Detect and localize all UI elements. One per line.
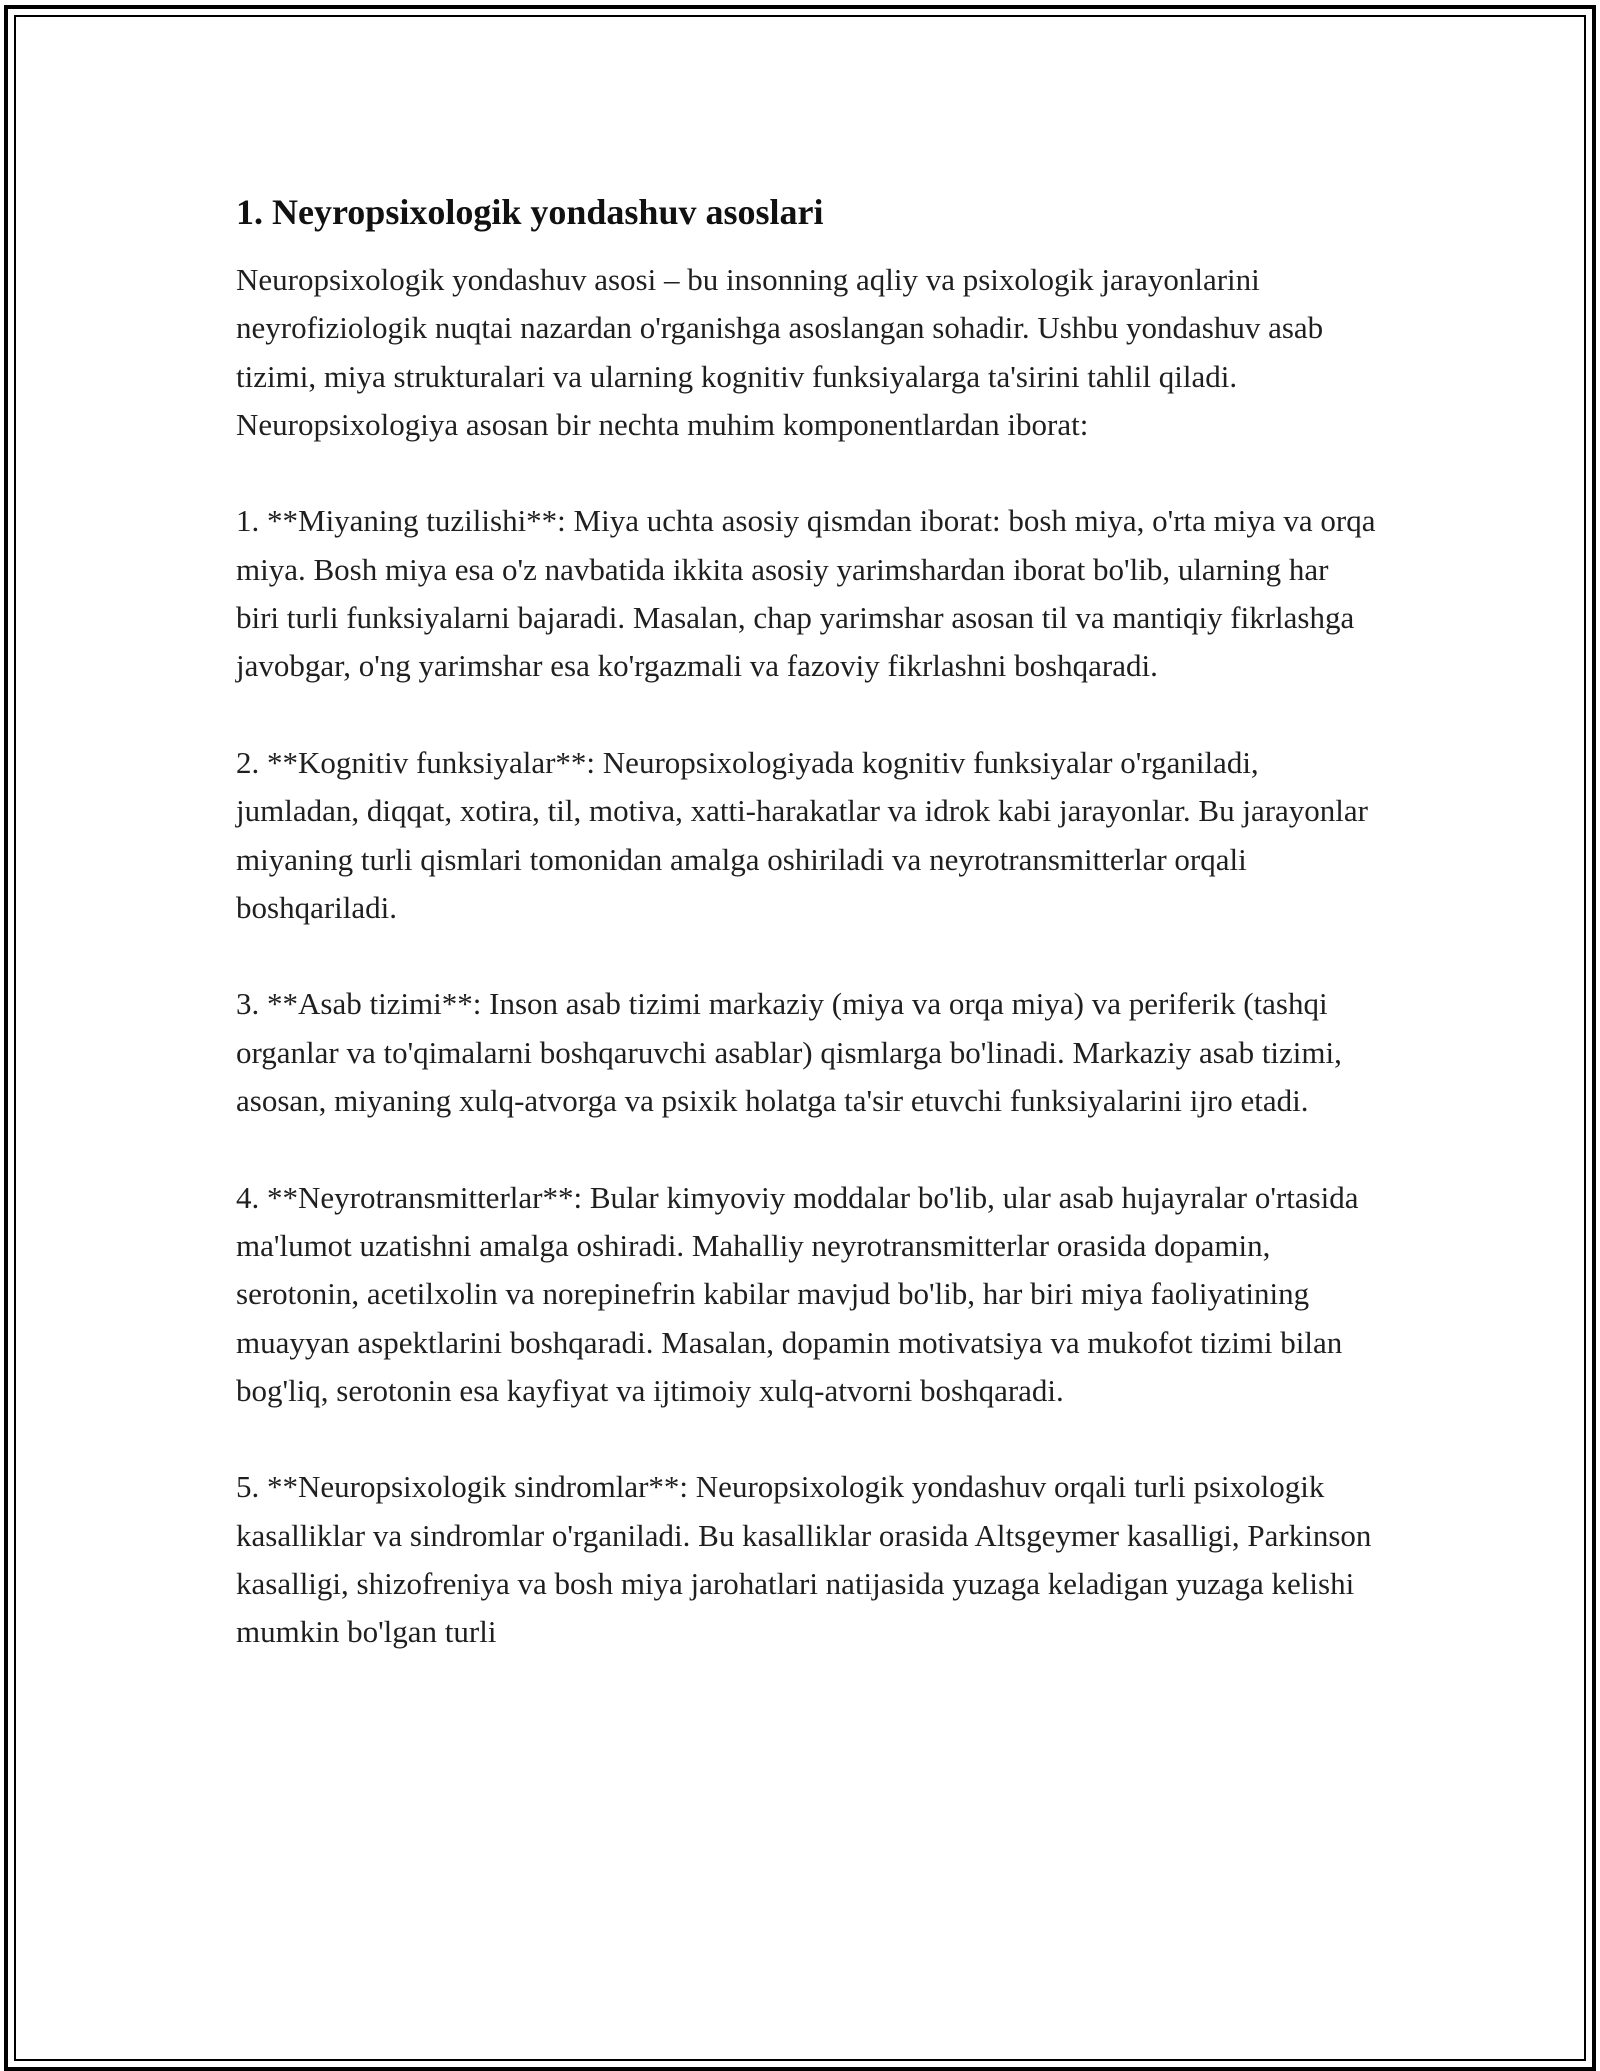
paragraph-neuropsixologik-sindromlar: 5. **Neuropsixologik sindromlar**: Neuropsixologik yondashuv orqali turli psixologik kasalliklar va sindromlar o'rganiladi. Bu kasalliklar orasida Altsgeymer kasalligi, Parkinson kasalligi, shizofreniya va bosh miya jarohatlari natijasida yuzaga keladigan yuzaga kelishi mumkin bo'lgan turli: [236, 1469, 1372, 1650]
paragraph-neyrotransmitterlar: 4. **Neyrotransmitterlar**: Bular kimyoviy moddalar bo'lib, ular asab hujayralar o'rtasida ma'lumot uzatishni amalga oshiradi. Mahalliy neyrotransmitterlar orasida dopamin, serotonin, acetilxolin va norepinefrin kabilar mavjud bo'lib, har biri miya faoliyatining muayyan aspektlarini boshqaradi. Masalan, dopamin motivatsiya va mukofot tizimi bilan bog'liq, serotonin esa kayfiyat va ijtimoiy xulq-atvorni boshqaradi.: [236, 1179, 1359, 1408]
intro-paragraph: Neuropsixologik yondashuv asosi – bu insonning aqliy va psixologik jarayonlarini neyrofiziologik nuqtai nazardan o'rganishga asoslangan sohadir. Ushbu yondashuv asab tizimi, miya strukturalari va ularning kognitiv funksiyalarga ta'sirini tahlil qiladi. Neuropsixologiya asosan bir nechta muhim komponentlardan iborat:: [236, 262, 1324, 442]
section-heading: 1. Neyropsixologik yondashuv asoslari: [236, 192, 824, 232]
paragraph-kognitiv-funksiyalar: 2. **Kognitiv funksiyalar**: Neuropsixologiyada kognitiv funksiyalar o'rganiladi, jumladan, diqqat, xotira, til, motiva, xatti-harakatlar va idrok kabi jarayonlar. Bu jarayonlar miyaning turli qismlari tomonidan amalga oshiriladi va neyrotransmitterlar orqali boshqariladi.: [236, 744, 1368, 925]
paragraph-asab-tizimi: 3. **Asab tizimi**: Inson asab tizimi markaziy (miya va orqa miya) va periferik (tashqi organlar va to'qimalarni boshqaruvchi asablar) qismlarga bo'linadi. Markaziy asab tizimi, asosan, miyaning xulq-atvorga va psixik holatga ta'sir etuvchi funksiyalarini ijro etadi.: [236, 986, 1342, 1119]
document-body: [236, 186, 1376, 1705]
paragraph-miyaning-tuzilishi: 1. **Miyaning tuzilishi**: Miya uchta asosiy qismdan iborat: bosh miya, o'rta miya va orqa miya. Bosh miya esa o'z navbatida ikkita asosiy yarimshardan iborat bo'lib, ularning har biri turli funksiyalarni bajaradi. Masalan, chap yarimshar asosan til va mantiqiy fikrlashga javobgar, o'ng yarimshar esa ko'rgazmali va fazoviy fikrlashni boshqaradi.: [236, 503, 1376, 684]
